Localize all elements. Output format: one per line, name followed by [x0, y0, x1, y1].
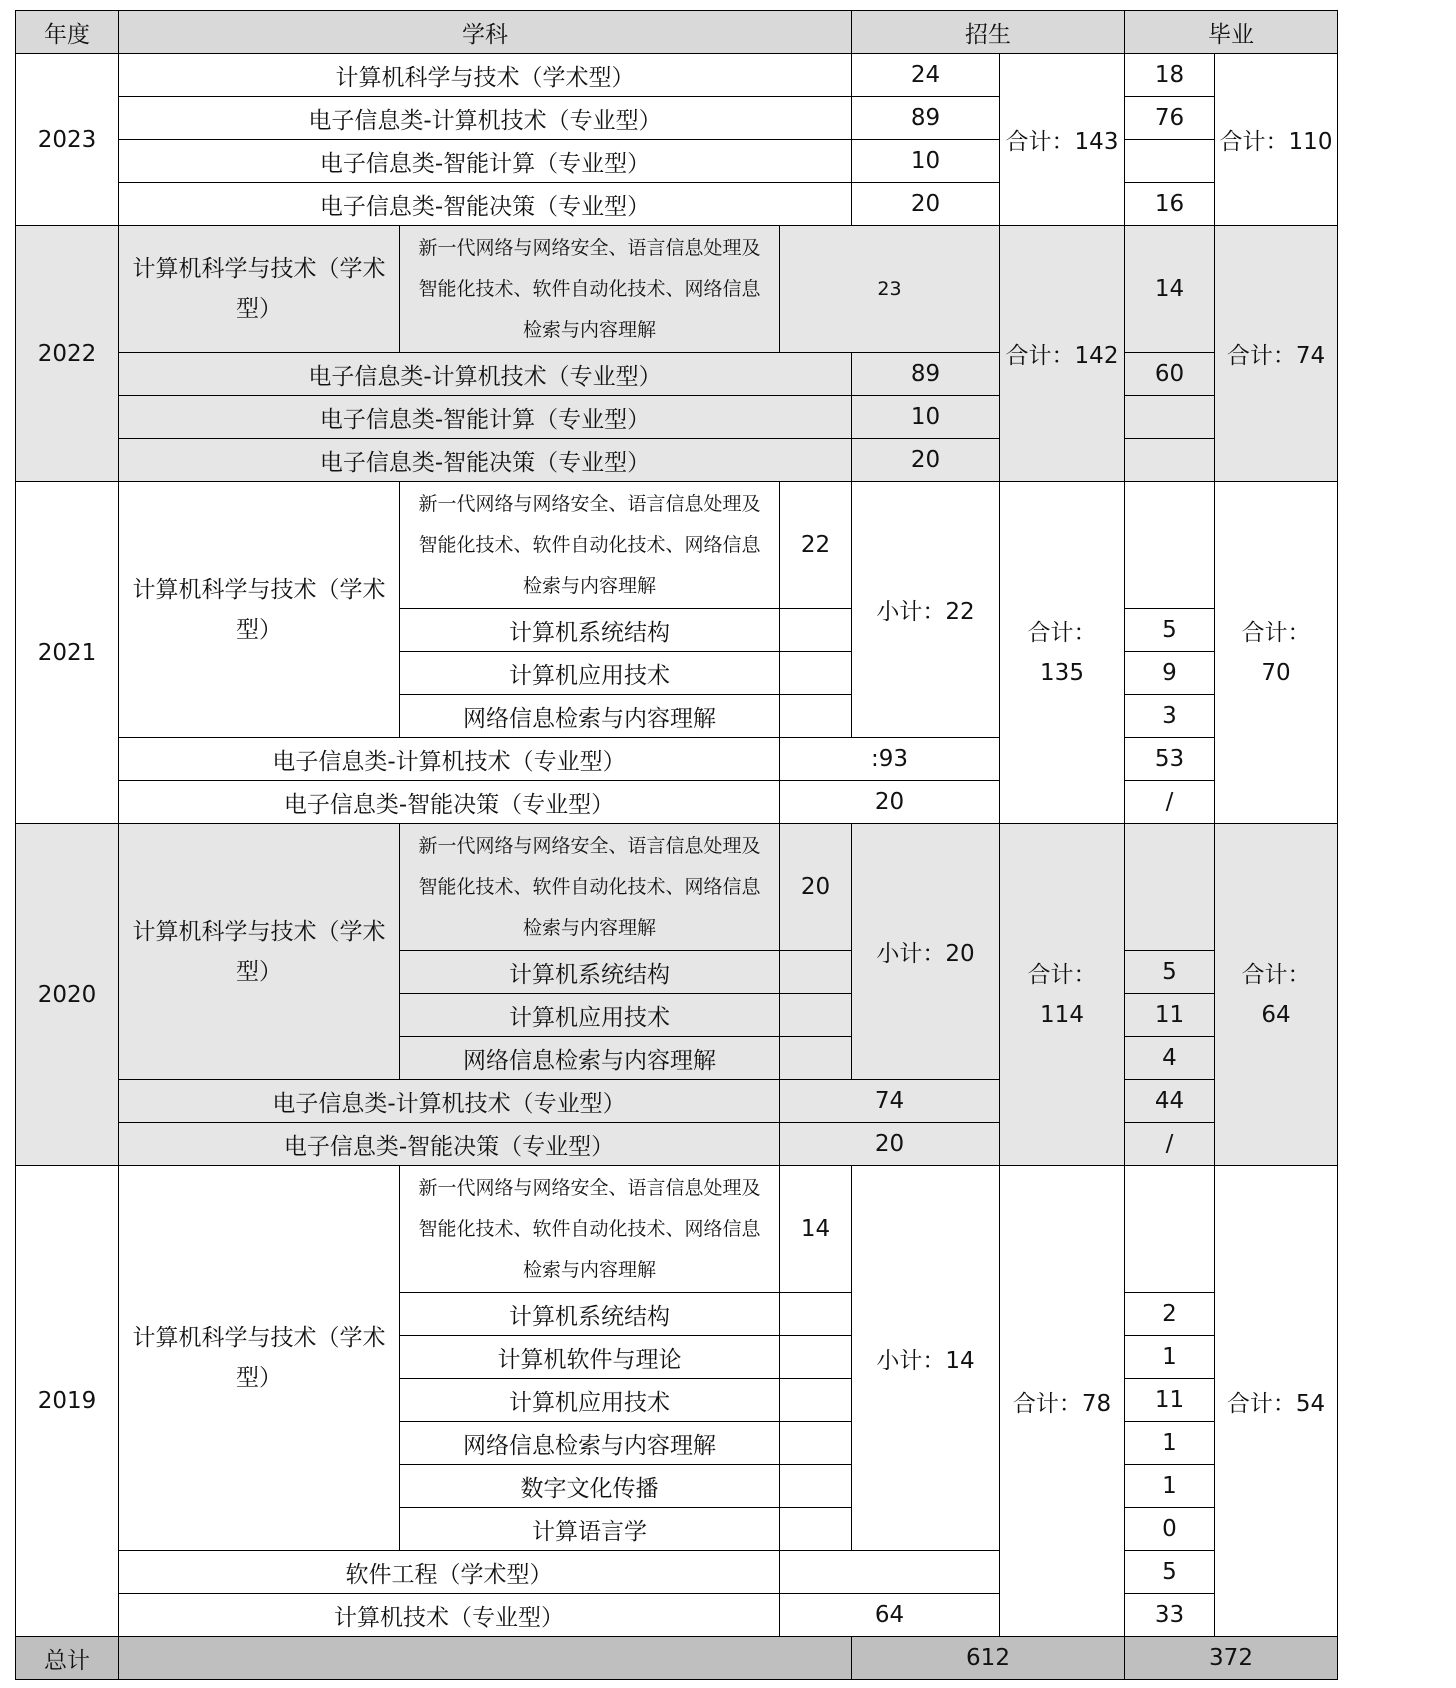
grad-cell — [1125, 1166, 1215, 1293]
subject-cell: 电子信息类-智能决策（专业型） — [119, 183, 852, 226]
grad-cell: 0 — [1125, 1508, 1215, 1551]
header-year: 年度 — [16, 11, 119, 54]
grad-cell: 1 — [1125, 1336, 1215, 1379]
table-row — [16, 738, 1338, 781]
directions-cell: 新一代网络与网络安全、语言信息处理及智能化技术、软件自动化技术、网络信息检索与内容理解 — [400, 1166, 780, 1293]
academic-subject-cell: 计算机科学与技术（学术型） — [119, 824, 400, 1080]
directions-cell: 新一代网络与网络安全、语言信息处理及智能化技术、软件自动化技术、网络信息检索与内容理解 — [400, 226, 780, 353]
table-row — [16, 140, 1338, 183]
directions-cell: 新一代网络与网络安全、语言信息处理及智能化技术、软件自动化技术、网络信息检索与内容理解 — [400, 482, 780, 609]
grad-total-cell: 合计：110 — [1215, 54, 1338, 226]
grad-cell: 5 — [1125, 951, 1215, 994]
enroll-cell — [780, 951, 852, 994]
total-subject-cell — [119, 1637, 852, 1680]
grad-total-cell: 合计：74 — [1215, 226, 1338, 482]
direction-name-cell: 计算机系统结构 — [400, 1293, 780, 1336]
grad-cell: 9 — [1125, 652, 1215, 695]
subject-cell: 电子信息类-智能决策（专业型） — [119, 439, 852, 482]
subject-cell: 电子信息类-计算机技术（专业型） — [119, 738, 780, 781]
directions-cell: 新一代网络与网络安全、语言信息处理及智能化技术、软件自动化技术、网络信息检索与内容理解 — [400, 824, 780, 951]
table-row — [16, 54, 1338, 97]
grad-cell: 44 — [1125, 1080, 1215, 1123]
enroll-cell: 14 — [780, 1166, 852, 1293]
enroll-cell: 20 — [780, 1123, 1000, 1166]
grad-cell — [1125, 439, 1215, 482]
subtotal-cell: 小计：22 — [852, 482, 1000, 738]
grad-total-cell: 合计：54 — [1215, 1166, 1338, 1637]
subject-cell: 计算机科学与技术（学术型） — [119, 54, 852, 97]
year-group-2021 — [16, 482, 1338, 824]
grad-cell: 5 — [1125, 609, 1215, 652]
enroll-cell — [780, 1422, 852, 1465]
academic-subject-cell: 计算机科学与技术（学术型） — [119, 1166, 400, 1551]
table-row — [16, 226, 1338, 353]
table-row — [16, 396, 1338, 439]
enroll-cell: 10 — [852, 396, 1000, 439]
enroll-cell: :93 — [780, 738, 1000, 781]
grad-cell — [1125, 824, 1215, 951]
grad-cell: 16 — [1125, 183, 1215, 226]
year-cell: 2019 — [16, 1166, 119, 1637]
grad-cell: 53 — [1125, 738, 1215, 781]
enroll-cell: 20 — [852, 439, 1000, 482]
total-grad: 372 — [1125, 1637, 1338, 1680]
header-graduate: 毕业 — [1125, 11, 1338, 54]
grad-cell: 18 — [1125, 54, 1215, 97]
grad-cell: 14 — [1125, 226, 1215, 353]
enroll-cell: 22 — [780, 482, 852, 609]
enroll-cell: 23 — [780, 226, 1000, 353]
total-group — [16, 1637, 1338, 1680]
direction-name-cell: 数字文化传播 — [400, 1465, 780, 1508]
subject-cell: 计算机技术（专业型） — [119, 1594, 780, 1637]
direction-name-cell: 网络信息检索与内容理解 — [400, 695, 780, 738]
grad-cell — [1125, 140, 1215, 183]
enroll-cell — [780, 695, 852, 738]
grad-cell — [1125, 482, 1215, 609]
direction-name-cell: 计算机软件与理论 — [400, 1336, 780, 1379]
enroll-total-cell: 合计：143 — [1000, 54, 1125, 226]
table-row — [16, 353, 1338, 396]
table-row — [16, 781, 1338, 824]
year-group-2022 — [16, 226, 1338, 482]
enroll-cell: 89 — [852, 353, 1000, 396]
enroll-cell — [780, 1465, 852, 1508]
header-row — [16, 11, 1338, 54]
enroll-cell: 64 — [780, 1594, 1000, 1637]
enroll-cell: 20 — [780, 781, 1000, 824]
grad-cell: 1 — [1125, 1422, 1215, 1465]
subject-cell: 电子信息类-计算机技术（专业型） — [119, 353, 852, 396]
header-subject: 学科 — [119, 11, 852, 54]
subject-cell: 电子信息类-计算机技术（专业型） — [119, 1080, 780, 1123]
grad-total-cell: 合计： 70 — [1215, 482, 1338, 824]
subject-cell: 电子信息类-计算机技术（专业型） — [119, 97, 852, 140]
enroll-cell — [780, 1293, 852, 1336]
grad-cell: 5 — [1125, 1551, 1215, 1594]
table-row — [16, 183, 1338, 226]
grad-cell: 1 — [1125, 1465, 1215, 1508]
grad-cell: 11 — [1125, 994, 1215, 1037]
year-cell: 2022 — [16, 226, 119, 482]
table-row — [16, 482, 1338, 609]
total-label: 总计 — [16, 1637, 119, 1680]
table-row — [16, 1123, 1338, 1166]
table-row — [16, 1166, 1338, 1293]
table-row — [16, 824, 1338, 951]
direction-name-cell: 计算机应用技术 — [400, 994, 780, 1037]
enroll-cell — [780, 1336, 852, 1379]
enroll-total-cell: 合计： 114 — [1000, 824, 1125, 1166]
direction-name-cell: 计算机系统结构 — [400, 951, 780, 994]
header-enroll: 招生 — [852, 11, 1125, 54]
table-row — [16, 1551, 1338, 1594]
table-row — [16, 1594, 1338, 1637]
enroll-cell: 10 — [852, 140, 1000, 183]
subject-cell: 电子信息类-智能计算（专业型） — [119, 140, 852, 183]
enroll-cell: 74 — [780, 1080, 1000, 1123]
direction-name-cell: 计算机应用技术 — [400, 652, 780, 695]
direction-name-cell: 网络信息检索与内容理解 — [400, 1037, 780, 1080]
enroll-cell: 24 — [852, 54, 1000, 97]
enroll-cell — [780, 609, 852, 652]
grad-cell: 3 — [1125, 695, 1215, 738]
subject-cell: 电子信息类-智能决策（专业型） — [119, 781, 780, 824]
subject-cell: 电子信息类-智能计算（专业型） — [119, 396, 852, 439]
subtotal-cell: 小计：14 — [852, 1166, 1000, 1551]
year-group-2020 — [16, 824, 1338, 1166]
total-enroll: 612 — [852, 1637, 1125, 1680]
year-cell: 2023 — [16, 54, 119, 226]
enroll-cell: 20 — [852, 183, 1000, 226]
subtotal-cell: 小计：20 — [852, 824, 1000, 1080]
enroll-cell: 89 — [852, 97, 1000, 140]
enroll-cell — [780, 652, 852, 695]
enroll-total-cell: 合计： 135 — [1000, 482, 1125, 824]
grad-cell: 11 — [1125, 1379, 1215, 1422]
grad-cell — [1125, 396, 1215, 439]
enroll-total-cell: 合计：78 — [1000, 1166, 1125, 1637]
academic-subject-cell: 计算机科学与技术（学术型） — [119, 226, 400, 353]
grad-cell: 76 — [1125, 97, 1215, 140]
table-row — [16, 1080, 1338, 1123]
direction-name-cell: 计算语言学 — [400, 1508, 780, 1551]
grad-cell: 60 — [1125, 353, 1215, 396]
year-cell: 2020 — [16, 824, 119, 1166]
grad-cell: / — [1125, 781, 1215, 824]
table-row — [16, 439, 1338, 482]
year-group-2023 — [16, 54, 1338, 226]
grad-cell: 4 — [1125, 1037, 1215, 1080]
enroll-cell: 20 — [780, 824, 852, 951]
enroll-cell — [780, 1508, 852, 1551]
enroll-cell — [780, 1037, 852, 1080]
grad-cell: / — [1125, 1123, 1215, 1166]
year-cell: 2021 — [16, 482, 119, 824]
enroll-cell — [780, 1551, 1000, 1594]
subject-cell: 软件工程（学术型） — [119, 1551, 780, 1594]
enroll-cell — [780, 994, 852, 1037]
total-row — [16, 1637, 1338, 1680]
year-group-2019 — [16, 1166, 1338, 1637]
grad-cell: 33 — [1125, 1594, 1215, 1637]
grad-cell: 2 — [1125, 1293, 1215, 1336]
enrollment-graduation-table — [15, 10, 1338, 1680]
table-row — [16, 97, 1338, 140]
direction-name-cell: 计算机系统结构 — [400, 609, 780, 652]
direction-name-cell: 计算机应用技术 — [400, 1379, 780, 1422]
enroll-total-cell: 合计：142 — [1000, 226, 1125, 482]
grad-total-cell: 合计： 64 — [1215, 824, 1338, 1166]
enroll-cell — [780, 1379, 852, 1422]
subject-cell: 电子信息类-智能决策（专业型） — [119, 1123, 780, 1166]
academic-subject-cell: 计算机科学与技术（学术型） — [119, 482, 400, 738]
direction-name-cell: 网络信息检索与内容理解 — [400, 1422, 780, 1465]
